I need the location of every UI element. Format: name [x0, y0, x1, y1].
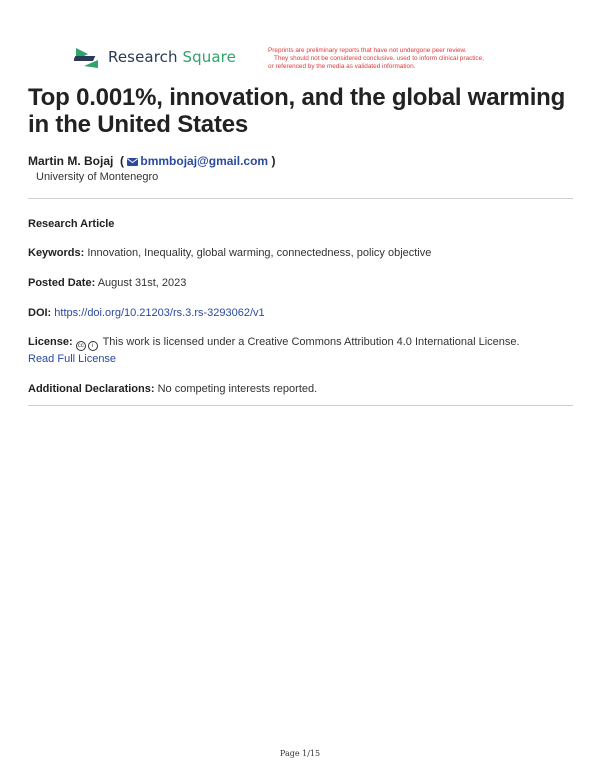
keywords-label: Keywords:	[28, 247, 85, 259]
doi-row	[28, 305, 573, 322]
logo-text: Research Square	[108, 48, 236, 66]
envelope-icon	[127, 158, 138, 166]
disclaimer-line: They should not be considered conclusive, used to inform clinical practice,	[274, 55, 484, 62]
header	[0, 0, 600, 80]
cc-icon: cc	[77, 343, 84, 349]
divider	[28, 198, 573, 199]
research-square-logo[interactable]	[74, 46, 236, 68]
page-number: Page 1/15	[279, 749, 321, 758]
disclaimer-line: Preprints are preliminary reports that have not undergone peer review.	[268, 47, 467, 54]
author-email-link[interactable]	[127, 154, 271, 168]
keywords-row	[28, 245, 573, 262]
author-line: Martin M. Bojaj ( bmmbojaj@gmail.com )	[28, 154, 276, 168]
author-email: bmmbojaj@gmail.com	[140, 154, 269, 168]
declarations-value: No competing interests reported.	[157, 383, 318, 395]
research-square-logo-icon	[74, 46, 102, 68]
license-icons	[76, 341, 98, 351]
doi-link[interactable]: https://doi.org/10.21203/rs.3.rs-3293062/v1	[54, 307, 265, 319]
posted-date-row	[28, 275, 573, 292]
posted-date-value: August 31st, 2023	[97, 277, 187, 289]
keywords-value: Innovation, Inequality, global warming, connectedness, policy objective	[87, 247, 432, 259]
author-name: Martin M. Bojaj	[28, 154, 114, 168]
paper-title: Top 0.001%, innovation, and the global warming in the United States	[28, 84, 566, 138]
article-type: Research Article	[28, 218, 115, 230]
license-row	[28, 334, 573, 368]
preprint-disclaimer	[268, 47, 568, 71]
declarations-row	[28, 381, 573, 398]
doi-label: DOI:	[28, 307, 52, 319]
author-affiliation: University of Montenegro	[36, 171, 159, 183]
disclaimer-line: or referenced by the media as validated information.	[268, 63, 416, 70]
read-full-license-link[interactable]: Read Full License	[28, 353, 117, 365]
by-icon: i	[88, 341, 98, 351]
license-text: This work is licensed under a Creative Commons Attribution 4.0 International License.	[102, 336, 520, 348]
declarations-label: Additional Declarations:	[28, 383, 155, 395]
divider	[28, 405, 573, 406]
posted-date-label: Posted Date:	[28, 277, 96, 289]
license-label: License:	[28, 336, 73, 348]
